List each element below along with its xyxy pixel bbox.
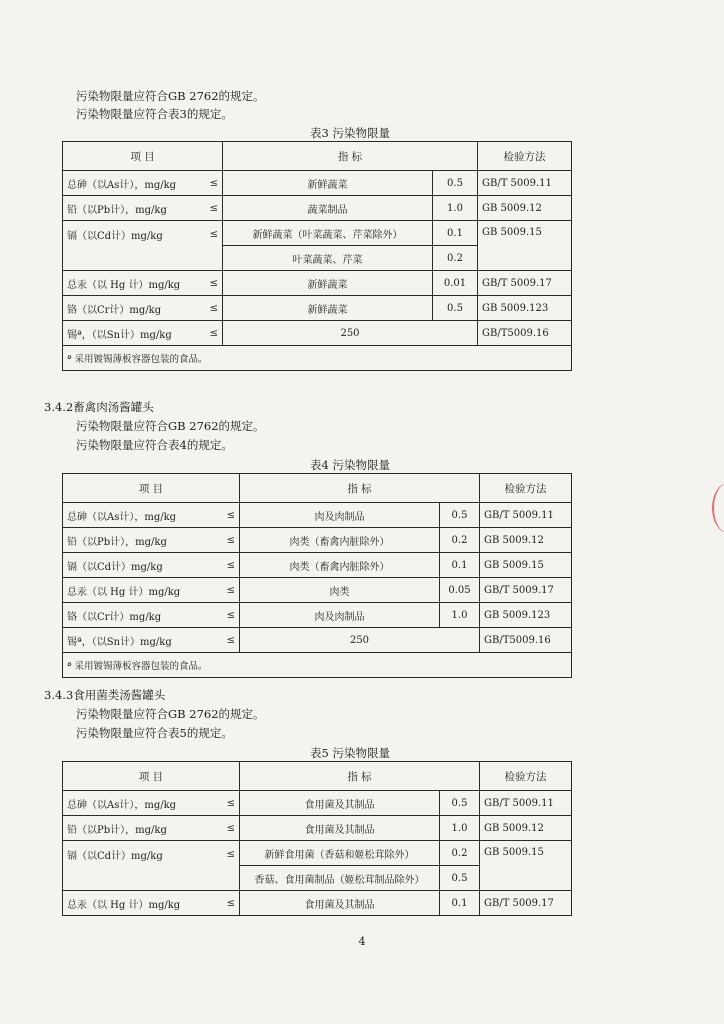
row-method: GB 5009.123 (480, 603, 572, 628)
header-item: 项 目 (63, 142, 223, 171)
row-method: GB 5009.15 (480, 553, 572, 578)
table5-header-row (63, 762, 572, 791)
row-value: 0.1 (433, 221, 478, 246)
row-value: 0.5 (440, 503, 480, 528)
row-method: GB/T 5009.11 (480, 503, 572, 528)
section-343-line-1: 污染物限量应符合GB 2762的规定。 (76, 707, 265, 721)
row-indicator: 食用菌及其制品 (240, 791, 440, 816)
row-value: 0.05 (440, 578, 480, 603)
table-row (63, 816, 572, 841)
le-symbol: ≤ (209, 327, 218, 339)
le-symbol: ≤ (209, 202, 218, 214)
row-value: 0.2 (440, 528, 480, 553)
row-value: 0.5 (433, 296, 478, 321)
section-343-heading: 3.4.3食用菌类汤酱罐头 (44, 688, 166, 702)
le-symbol: ≤ (226, 559, 235, 571)
le-symbol: ≤ (226, 897, 235, 909)
row-value: 0.01 (433, 271, 478, 296)
le-symbol: ≤ (226, 509, 235, 521)
row-method: GB 5009.12 (478, 196, 572, 221)
row-item: 铬（以Cr计）mg/kg (67, 304, 162, 316)
table-row (63, 503, 572, 528)
table4-caption: 表4 污染物限量 (310, 458, 390, 472)
table-row (63, 321, 572, 346)
row-indicator: 肉及肉制品 (240, 603, 440, 628)
row-method: GB/T 5009.17 (478, 271, 572, 296)
row-item: 总汞（以 Hg 计）mg/kg (67, 586, 181, 598)
row-value: 1.0 (433, 196, 478, 221)
table-row (63, 296, 572, 321)
row-item: 镉（以Cd计）mg/kg (67, 231, 163, 242)
seal-arc (712, 483, 724, 533)
row-indicator: 新鲜食用菌（香菇和姬松茸除外） (240, 841, 440, 866)
row-indicator: 香菇、食用菌制品（姬松茸制品除外） (240, 866, 440, 891)
intro-line-1: 污染物限量应符合GB 2762的规定。 (76, 89, 265, 103)
row-item: 锡ª，（以Sn计）mg/kg (67, 329, 172, 341)
le-symbol: ≤ (226, 822, 235, 834)
row-item: 铬（以Cr计）mg/kg (67, 611, 162, 623)
table4-note-row (63, 653, 572, 678)
row-method: GB 5009.12 (480, 816, 572, 841)
row-indicator: 肉及肉制品 (240, 503, 440, 528)
row-indicator: 新鲜蔬菜 (223, 271, 433, 296)
table3-caption: 表3 污染物限量 (310, 126, 390, 140)
row-item: 总砷（以As计），mg/kg (67, 179, 177, 191)
le-symbol: ≤ (226, 797, 235, 809)
table-row (63, 528, 572, 553)
row-method: GB/T5009.16 (480, 628, 572, 653)
row-method: GB 5009.123 (478, 296, 572, 321)
table-row (63, 891, 572, 916)
table5-caption: 表5 污染物限量 (310, 746, 390, 760)
row-item: 镉（以Cd计）mg/kg (67, 561, 163, 573)
header-method: 检验方法 (480, 474, 572, 503)
row-value: 0.1 (440, 553, 480, 578)
row-value: 0.5 (440, 791, 480, 816)
row-method: GB/T 5009.11 (478, 171, 572, 196)
le-symbol: ≤ (226, 634, 235, 646)
header-item: 项 目 (63, 762, 240, 791)
le-symbol: ≤ (209, 177, 218, 189)
row-method: GB/T 5009.17 (480, 891, 572, 916)
row-value: 0.5 (440, 866, 480, 891)
row-method: GB 5009.15 (480, 841, 572, 891)
table3 (62, 141, 572, 371)
header-item: 项 目 (63, 474, 240, 503)
row-indicator: 新鲜蔬菜 (223, 296, 433, 321)
le-symbol: ≤ (226, 849, 235, 860)
le-symbol: ≤ (226, 609, 235, 621)
table-row (63, 553, 572, 578)
table-row (63, 628, 572, 653)
intro-line-2: 污染物限量应符合表3的规定。 (76, 107, 233, 121)
row-value: 1.0 (440, 603, 480, 628)
row-indicator: 食用菌及其制品 (240, 891, 440, 916)
table4 (62, 473, 572, 678)
row-method: GB/T 5009.17 (480, 578, 572, 603)
table4-header-row (63, 474, 572, 503)
header-index: 指 标 (240, 474, 480, 503)
le-symbol: ≤ (209, 277, 218, 289)
row-indicator: 食用菌及其制品 (240, 816, 440, 841)
row-indicator: 250 (240, 628, 480, 653)
row-indicator: 新鲜蔬菜（叶菜蔬菜、芹菜除外） (223, 221, 433, 246)
row-value: 0.1 (440, 891, 480, 916)
row-item: 总砷（以As计），mg/kg (67, 799, 177, 811)
row-method: GB/T5009.16 (478, 321, 572, 346)
le-symbol: ≤ (209, 302, 218, 314)
table-row (63, 196, 572, 221)
section-342-line-1: 污染物限量应符合GB 2762的规定。 (76, 419, 265, 433)
header-method: 检验方法 (478, 142, 572, 171)
row-item: 铅（以Pb计），mg/kg (67, 204, 167, 216)
section-342-line-2: 污染物限量应符合表4的规定。 (76, 438, 233, 452)
page-number: 4 (358, 935, 366, 948)
row-indicator: 蔬菜制品 (223, 196, 433, 221)
section-342-heading: 3.4.2畜禽肉汤酱罐头 (44, 400, 154, 414)
table3-header-row (63, 142, 572, 171)
le-symbol: ≤ (209, 229, 218, 240)
row-item: 锡ª，（以Sn计）mg/kg (67, 636, 172, 648)
row-indicator: 肉类 (240, 578, 440, 603)
table4-footnote: ª 采用镀锡薄板容器包装的食品。 (63, 653, 572, 678)
table3-note-row (63, 346, 572, 371)
row-indicator: 肉类（畜禽内脏除外） (240, 528, 440, 553)
row-item: 铅（以Pb计），mg/kg (67, 536, 167, 548)
row-value: 1.0 (440, 816, 480, 841)
table-row (63, 841, 572, 866)
table-row (63, 578, 572, 603)
row-item: 铅（以Pb计），mg/kg (67, 824, 167, 836)
header-index: 指 标 (223, 142, 478, 171)
row-item: 总砷（以As计），mg/kg (67, 511, 177, 523)
table-row (63, 603, 572, 628)
row-indicator: 叶菜蔬菜、芹菜 (223, 246, 433, 271)
row-item: 总汞（以 Hg 计）mg/kg (67, 279, 181, 291)
header-method: 检验方法 (480, 762, 572, 791)
header-index: 指 标 (240, 762, 480, 791)
row-item: 总汞（以 Hg 计）mg/kg (67, 899, 181, 911)
table3-footnote: ª 采用镀锡薄板容器包装的食品。 (63, 346, 572, 371)
row-indicator: 250 (223, 321, 478, 346)
section-343-line-2: 污染物限量应符合表5的规定。 (76, 726, 233, 740)
row-value: 0.2 (433, 246, 478, 271)
row-indicator: 新鲜蔬菜 (223, 171, 433, 196)
row-item: 镉（以Cd计）mg/kg (67, 851, 163, 862)
table-row (63, 171, 572, 196)
row-method: GB 5009.12 (480, 528, 572, 553)
row-method: GB 5009.15 (478, 221, 572, 271)
le-symbol: ≤ (226, 584, 235, 596)
le-symbol: ≤ (226, 534, 235, 546)
seal-stamp-fragment (704, 405, 722, 515)
table5 (62, 761, 572, 916)
row-indicator: 肉类（畜禽内脏除外） (240, 553, 440, 578)
row-value: 0.2 (440, 841, 480, 866)
table-row (63, 791, 572, 816)
table-row (63, 271, 572, 296)
row-value: 0.5 (433, 171, 478, 196)
table-row (63, 221, 572, 246)
row-method: GB/T 5009.11 (480, 791, 572, 816)
